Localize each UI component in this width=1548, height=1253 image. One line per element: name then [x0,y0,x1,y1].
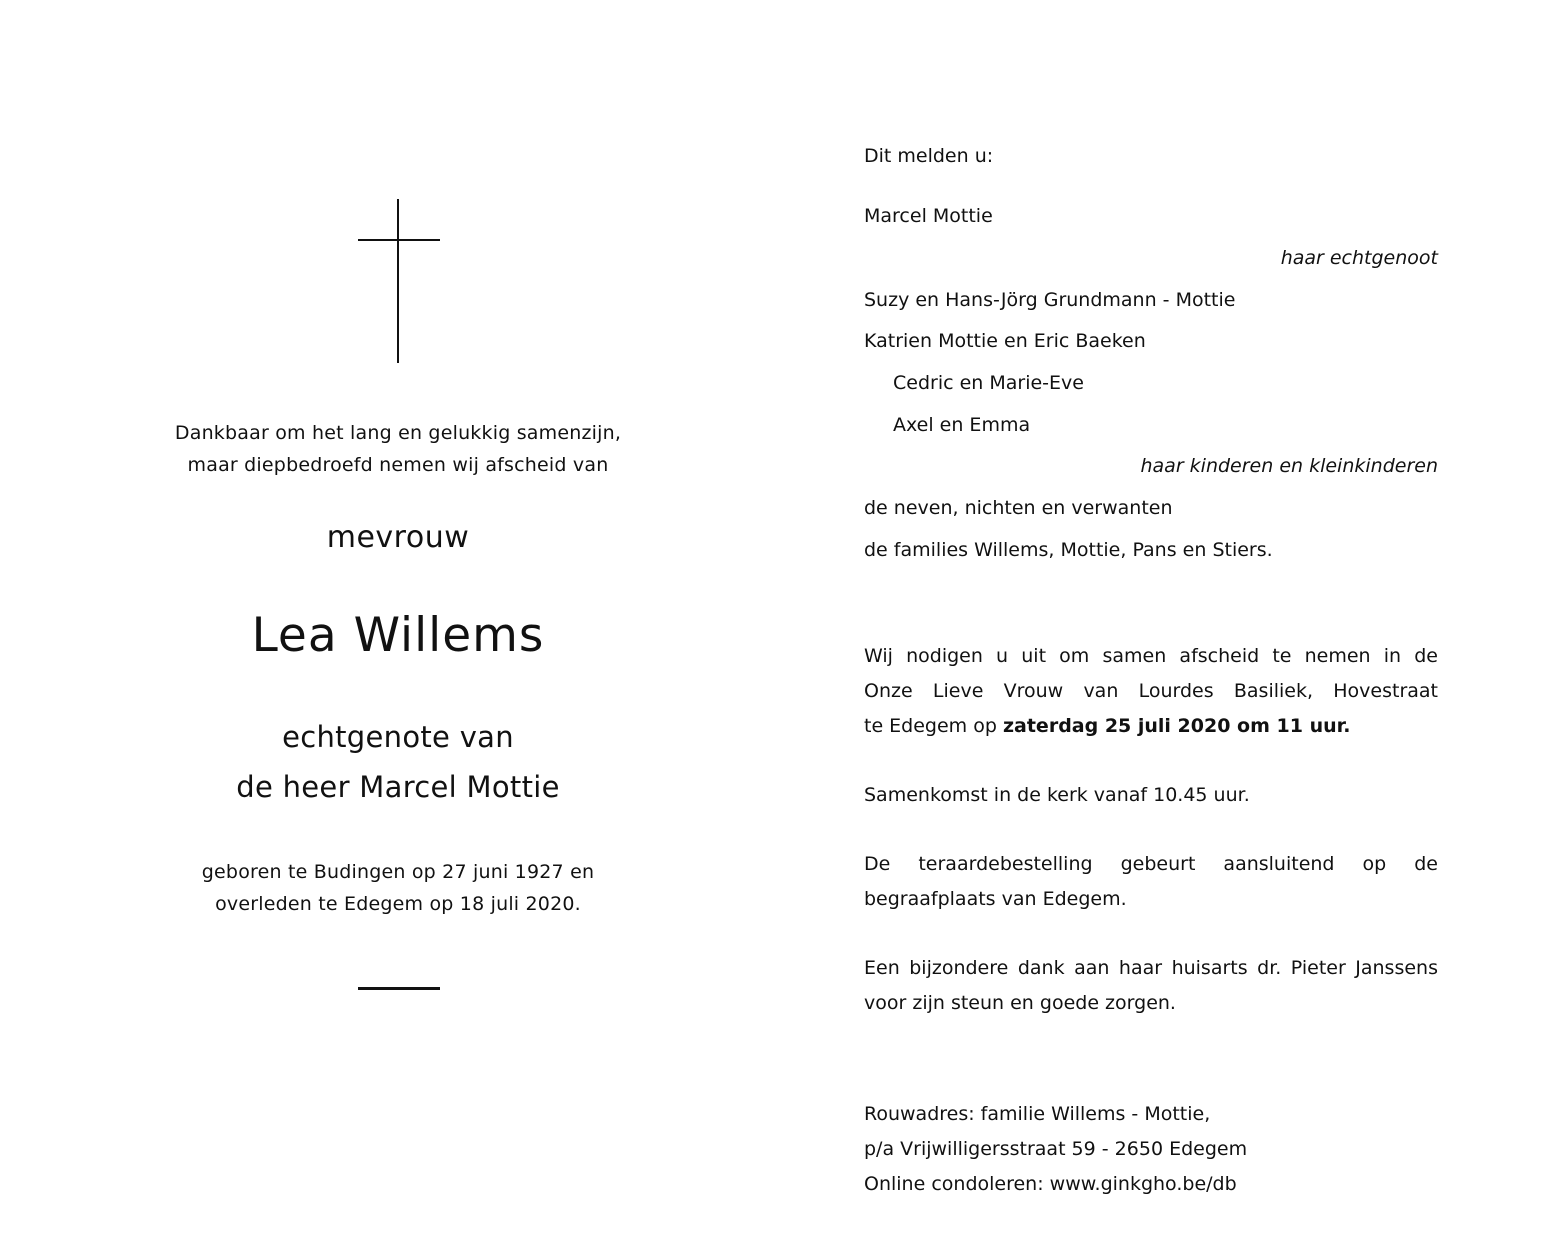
death-line: overleden te Edegem op 18 juli 2020. [215,893,581,915]
invitation-line-3 [864,709,1438,744]
mourning-address-line-2: p/a Vrijwilligersstraat 59 - 2650 Edegem [864,1138,1248,1160]
life-dates [100,856,696,920]
invitation-line-3-prefix: te Edegem op [864,715,1003,737]
burial-line-1: De teraardebestelling gebeurt aansluitend op de [864,853,1438,875]
spouse-info [100,712,696,812]
family-grandchild-2: Axel en Emma [893,414,1031,436]
invitation-line-2: Onze Lieve Vrouw van Lourdes Basiliek, Hovestraat [864,680,1438,702]
gathering-paragraph [864,778,1438,813]
thanks-paragraph [864,951,1438,1021]
family-grandchild-1: Cedric en Marie-Eve [893,372,1084,394]
thanks-line-1: Een bijzondere dank aan haar huisarts dr. Pieter Janssens [864,957,1438,979]
gathering-line: Samenkomst in de kerk vanaf 10.45 uur. [864,784,1250,806]
family-child-1: Suzy en Hans-Jörg Grundmann - Mottie [864,289,1236,311]
family-spouse-role: haar echtgenoot [1280,247,1438,269]
cross-vertical-bar [397,199,399,363]
invitation-date-time: zaterdag 25 juli 2020 om 11 uur. [1002,715,1351,737]
invitation-line-1: Wij nodigen u uit om samen afscheid te nemen in de [864,645,1438,667]
burial-paragraph [864,847,1438,917]
spouse-line-2: de heer Marcel Mottie [236,770,560,804]
cross-horizontal-bar [358,239,440,241]
family-families: de families Willems, Mottie, Pans en Stiers. [864,539,1273,561]
cross-icon [358,199,440,363]
birth-line: geboren te Budingen op 27 juni 1927 en [201,861,595,883]
invitation-paragraph [864,639,1438,744]
family-relatives: de neven, nichten en verwanten [864,497,1173,519]
burial-line-2: begraafplaats van Edegem. [864,888,1127,910]
family-spouse-name: Marcel Mottie [864,205,993,227]
family-child-2: Katrien Mottie en Eric Baeken [864,330,1146,352]
spouse-line-1: echtgenote van [282,720,514,754]
intro-line-2: maar diepbedroefd nemen wij afscheid van [187,454,609,476]
online-condolence-line: Online condoleren: www.ginkgho.be/db [864,1173,1237,1195]
thanks-line-2: voor zijn steun en goede zorgen. [864,992,1176,1014]
right-panel [864,0,1438,1253]
closing-rule [358,987,440,990]
deceased-name: Lea Willems [251,608,545,663]
announce-text: Dit melden u: [864,145,994,167]
family-children-role: haar kinderen en kleinkinderen [1140,455,1438,477]
intro-line-1: Dankbaar om het lang en gelukkig samenzijn, [174,422,622,444]
mourning-address-line-1: Rouwadres: familie Willems - Mottie, [864,1103,1211,1125]
intro-text [100,417,696,481]
honorific: mevrouw [326,520,470,555]
contact-block [864,1097,1438,1202]
left-panel [100,0,696,1253]
